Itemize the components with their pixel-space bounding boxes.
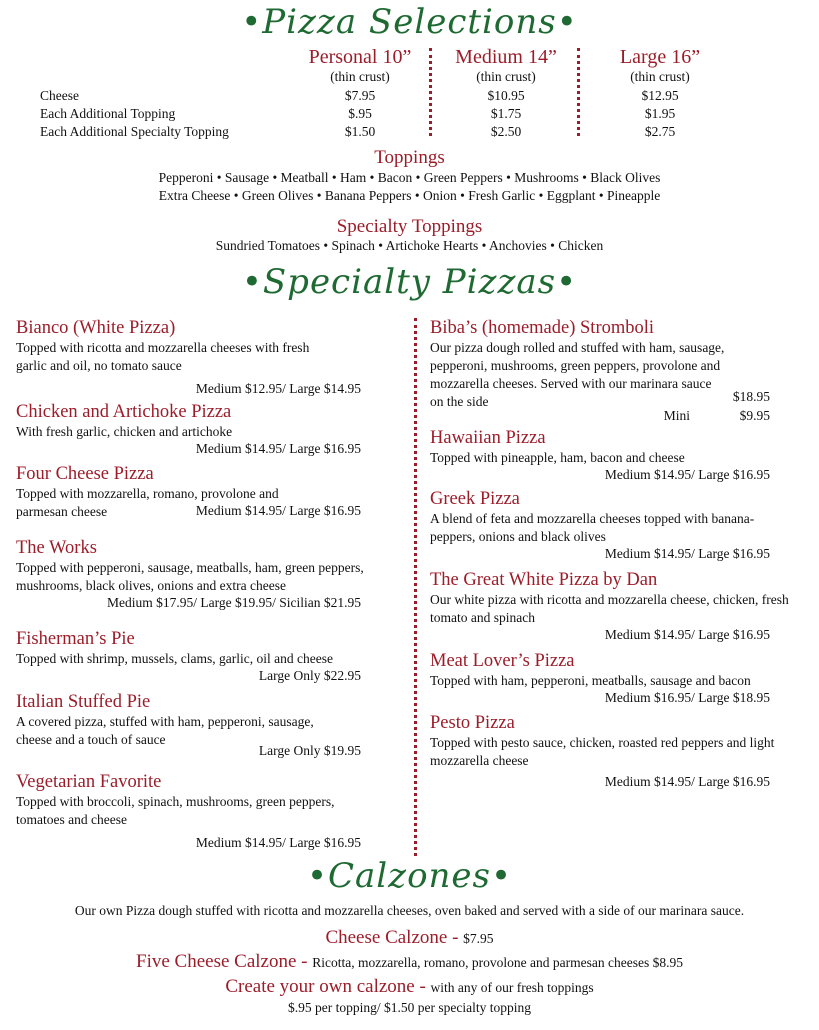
toppings-line-1: Pepperoni • Sausage • Meatball • Ham • Bacon • Green Peppers • Mushrooms • Black Olives (158, 170, 661, 185)
item-desc: Our pizza dough rolled and stuffed with ham, sausage, pepperoni, mushrooms, green peppers, provolone and mozzarella cheeses. Served with our marinara sauce (430, 340, 725, 391)
item-desc: Topped with ricotta and mozzarella cheeses with fresh garlic and oil, no tomato sauce (16, 340, 310, 373)
col-medium-crust: (thin crust) (476, 69, 536, 84)
item-desc: A blend of feta and mozzarella cheeses topped with banana-peppers, onions and black olives (430, 511, 755, 544)
item-desc: Topped with broccoli, spinach, mushrooms, green peppers, tomatoes and cheese (16, 794, 335, 827)
price-cell: $1.75 (490, 106, 522, 121)
menu-item (430, 651, 770, 706)
item-price: Medium $14.95/ Large $16.95 (195, 835, 361, 850)
cheese-calzone-price: $7.95 (463, 931, 494, 946)
item-desc-cont: parmesan cheese (16, 504, 108, 519)
cheese-calzone (0, 927, 819, 949)
item-name: Biba’s (homemade) Stromboli (430, 318, 655, 338)
create-own-calzone-name: Create your own calzone - (225, 976, 426, 997)
toppings-heading: Toppings (374, 147, 445, 168)
item-name: Greek Pizza (430, 489, 520, 509)
menu-item (16, 629, 361, 684)
item-desc: Topped with pepperoni, sausage, meatballs, ham, green peppers, mushrooms, black olives, onions and extra cheese (16, 560, 364, 593)
column-divider (577, 48, 580, 136)
item-desc: Topped with pesto sauce, chicken, roasted red peppers and light mozzarella cheese (430, 735, 775, 768)
item-name: Fisherman’s Pie (16, 629, 135, 649)
col-large-crust: (thin crust) (630, 69, 690, 84)
column-divider (429, 48, 432, 136)
calzones-desc: Our own Pizza dough stuffed with ricotta and mozzarella cheeses, oven baked and served with a side of our marinara sauce. (74, 903, 745, 918)
menu-item (16, 318, 361, 397)
price-cell: $12.95 (641, 88, 679, 103)
item-price: Medium $14.95/ Large $16.95 (195, 503, 361, 518)
menu-item (430, 713, 775, 790)
toppings-line-2: Extra Cheese • Green Olives • Banana Peppers • Onion • Fresh Garlic • Eggplant • Pineapple (158, 188, 661, 203)
col-large-size: Large 16” (619, 46, 701, 68)
item-name: Chicken and Artichoke Pizza (16, 402, 232, 422)
item-name: Italian Stuffed Pie (16, 692, 151, 712)
item-desc: Our white pizza with ricotta and mozzarella cheese, chicken, fresh tomato and spinach (430, 592, 789, 625)
menu-item (430, 318, 770, 424)
specialty-toppings-heading: Specialty Toppings (336, 216, 483, 237)
menu-item (430, 428, 770, 483)
item-price-mini: $9.95 (739, 408, 770, 423)
item-desc: Topped with shrimp, mussels, clams, garlic, oil and cheese (16, 651, 333, 666)
menu-item (430, 489, 770, 562)
col-medium-size: Medium 14” (455, 46, 557, 68)
menu-item (16, 464, 361, 521)
item-name: Meat Lover’s Pizza (430, 651, 575, 671)
menu-item (16, 538, 364, 611)
item-price: Medium $14.95/ Large $16.95 (604, 627, 770, 642)
menu-item (16, 772, 361, 851)
item-price: Medium $12.95/ Large $14.95 (195, 381, 361, 396)
item-name: Hawaiian Pizza (430, 428, 546, 448)
specialty-pizzas-title: •Specialty Pizzas• (241, 262, 578, 302)
item-price: Medium $14.95/ Large $16.95 (195, 441, 361, 456)
center-divider (414, 318, 417, 856)
pizza-selections-title: •Pizza Selections• (241, 2, 578, 42)
price-cell: $.95 (348, 106, 372, 121)
item-desc: Topped with mozzarella, romano, provolone and (16, 486, 279, 501)
price-cell: $1.95 (644, 106, 676, 121)
item-price: Medium $14.95/ Large $16.95 (604, 774, 770, 789)
menu-item (16, 692, 361, 759)
item-desc: Topped with pineapple, ham, bacon and cheese (430, 450, 685, 465)
five-cheese-calzone (0, 951, 819, 973)
menu-item (430, 570, 789, 643)
five-cheese-calzone-name: Five Cheese Calzone - (136, 951, 308, 972)
item-name: Vegetarian Favorite (16, 772, 162, 792)
col-personal-size: Personal 10” (308, 46, 412, 68)
item-name: The Works (16, 538, 97, 558)
row-label-specialty-topping: Each Additional Specialty Topping (40, 124, 229, 139)
item-price: Medium $16.95/ Large $18.95 (604, 690, 770, 705)
specialty-toppings-line: Sundried Tomatoes • Spinach • Artichoke Hearts • Anchovies • Chicken (215, 238, 604, 253)
create-own-calzone-desc: with any of our fresh toppings (430, 980, 594, 995)
item-price: Medium $14.95/ Large $16.95 (604, 546, 770, 561)
calzones-title: •Calzones• (306, 856, 513, 896)
item-name: Four Cheese Pizza (16, 464, 154, 484)
item-price-label: Mini (663, 408, 690, 423)
item-price: Medium $14.95/ Large $16.95 (604, 467, 770, 482)
item-desc: Topped with ham, pepperoni, meatballs, sausage and bacon (430, 673, 751, 688)
price-cell: $2.50 (490, 124, 522, 139)
row-label-cheese: Cheese (40, 88, 79, 103)
item-name: Pesto Pizza (430, 713, 515, 733)
item-price: Large Only $22.95 (258, 668, 361, 683)
item-desc: With fresh garlic, chicken and artichoke (16, 424, 233, 439)
col-personal-crust: (thin crust) (330, 69, 390, 84)
item-name: Bianco (White Pizza) (16, 318, 176, 338)
create-own-calzone-price: $.95 per topping/ $1.50 per specialty topping (288, 1000, 531, 1015)
row-label-topping: Each Additional Topping (40, 106, 176, 121)
item-price: $18.95 (732, 389, 770, 404)
item-desc: A covered pizza, stuffed with ham, pepperoni, sausage, cheese and a touch of sauce (16, 714, 314, 747)
menu-item (16, 402, 361, 457)
item-price: Medium $17.95/ Large $19.95/ Sicilian $21.95 (107, 595, 361, 610)
price-cell: $10.95 (487, 88, 525, 103)
create-own-calzone (0, 976, 819, 998)
five-cheese-calzone-desc: Ricotta, mozzarella, romano, provolone and parmesan cheeses $8.95 (312, 955, 683, 970)
item-price: Large Only $19.95 (258, 743, 361, 758)
item-desc-cont: on the side (430, 394, 489, 409)
price-cell: $2.75 (644, 124, 676, 139)
price-cell: $1.50 (344, 124, 376, 139)
item-name: The Great White Pizza by Dan (430, 570, 658, 590)
price-cell: $7.95 (344, 88, 376, 103)
cheese-calzone-name: Cheese Calzone - (325, 927, 459, 948)
